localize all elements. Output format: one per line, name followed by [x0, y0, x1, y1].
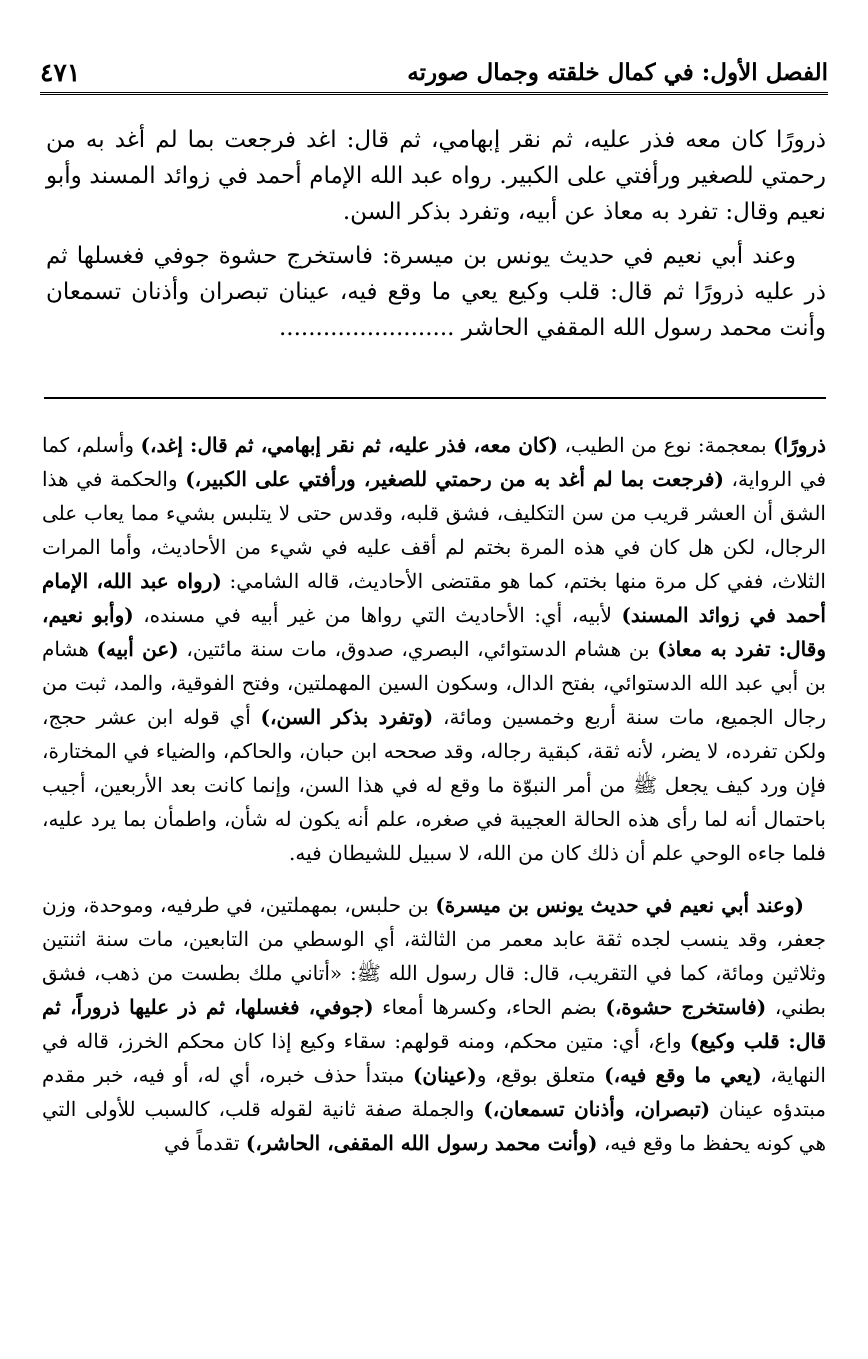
- main-text: [46, 122, 826, 354]
- commentary-text: تقدماً في: [163, 1131, 246, 1155]
- commentary-text: هشام بن أبي عبد الله الدستوائي، بفتح الدال، وسكون السين المهملتين، وفتح الفوقية، والمد، ثبت من رجال الجميع، مات سنة أربع وخمسين ومائة،: [42, 637, 826, 729]
- main-text-paragraph-1: ذرورًا كان معه فذر عليه، ثم نقر إبهامي، ثم قال: اغد فرجعت بما لم أغد به من رحمتي للصغير ورأفتي على الكبير. رواه عبد الله الإمام أحمد في زوائد المسند وأبو نعيم وقال: تفرد به معاذ عن أبيه، وتفرد بذكر السن.: [46, 127, 826, 225]
- quoted-phrase: (تبصران، وأذنان تسمعان،): [483, 1097, 711, 1121]
- commentary-text: بضم الحاء، وكسرها أمعاء: [373, 995, 606, 1019]
- commentary-text: بن حلبس، بمهملتين، في طرفيه، وموحدة، وزن جعفر، وقد ينسب لجده ثقة عابد معمر من الثالثة، أي الوسطي من التابعين، مات سنة اثنتين وثلاثين ومائة، كما في التقريب، قال: قال رسول الله ﷺ: «أتاني ملك بطست من ذهب، فشق بطني،: [42, 893, 826, 1019]
- quoted-phrase: (وأبو نعيم، وقال: تفرد به معاذ): [42, 603, 826, 661]
- page-header: [40, 52, 828, 95]
- commentary-text: وأسلم، كما في الرواية،: [42, 433, 827, 491]
- commentary-text: مبتدأ حذف خبره، أي له، أو فيه، خبر مقدم مبتدؤه عينان: [42, 1063, 827, 1121]
- commentary-text: واع، أي: متين محكم، ومنه قولهم: سقاء وكيع إذا كان محكم الخرز، قاله في النهاية،: [42, 1029, 826, 1087]
- commentary-text: بمعجمة: نوع من الطيب،: [557, 433, 774, 457]
- footnote-divider: [44, 397, 826, 399]
- commentary-text: متعلق بوقع، و: [476, 1063, 605, 1087]
- commentary-text: لأبيه، أي: الأحاديث التي رواها من غير أبيه في مسنده،: [133, 603, 622, 627]
- quoted-phrase: (فرجعت بما لم أغد به من رحمتي للصغير، ورأفتي على الكبير،): [185, 467, 724, 491]
- quoted-phrase: (كان معه، فذر عليه، ثم نقر إبهامي، ثم قال: إغد،): [140, 433, 558, 457]
- commentary-text: أي قوله ابن عشر حجج، ولكن تفرده، لا يضر، لأنه ثقة، كبقية رجاله، وقد صححه ابن حبان، والحاكم، والضياء في المختارة، فإن ورد كيف يجعل ﷺ من أمر النبوّة ما وقع له في هذا السن، وإنما كانت بعد الأربعين، أجيب باحتمال أنه لما رأى هذه الحالة العجيبة في صغره، علم أنه يكون له شأن، واطمأن بما يرد عليه، فلما جاءه الوحي علم أن ذلك كان من الله، لا سبيل للشيطان فيه.: [42, 705, 826, 865]
- quoted-phrase: (عينان): [412, 1063, 477, 1087]
- quoted-phrase: (فاستخرج حشوة،): [605, 995, 767, 1019]
- quoted-phrase: (جوفي، فغسلها، ثم ذر عليها ذروراً، ثم قال: قلب وكيع): [42, 995, 826, 1053]
- quoted-phrase: (يعي ما وقع فيه،): [604, 1063, 762, 1087]
- commentary: [42, 428, 826, 1178]
- chapter-title: الفصل الأول: في كمال خلقته وجمال صورته: [407, 58, 828, 86]
- commentary-text: والحكمة في هذا الشق أن العشر قريب من سن التكليف، فشق قلبه، وقدس حتى لا يتلبس بشيء مما يعاب على الرجال، لكن هل كان في هذه المرة بختم لم أقف عليه في شيء من الأحاديث، وأما المرات الثلاث، ففي كل مرة منها بختم، كما هو مقتضى الأحاديث، قاله الشامي:: [42, 467, 826, 593]
- quoted-phrase: (عن أبيه): [96, 637, 179, 661]
- page-number: ٤٧١: [40, 57, 81, 87]
- commentary-paragraph-2: [42, 888, 826, 1160]
- quoted-phrase: (وأنت محمد رسول الله المقفى، الحاشر،): [245, 1131, 598, 1155]
- quoted-phrase: (وعند أبي نعيم في حديث يونس بن ميسرة): [435, 893, 804, 917]
- quoted-phrase: (وتفرد بذكر السن،): [260, 705, 434, 729]
- main-text-paragraph-2: وعند أبي نعيم في حديث يونس بن ميسرة: فاستخرج حشوة جوفي فغسلها ثم ذر عليه ذرورًا ثم قال: قلب وكيع يعي ما وقع فيه، عينان تبصران وأذنان تسمعان وأنت محمد رسول الله المقفي الحاشر ........................: [46, 243, 826, 341]
- commentary-paragraph-1: [42, 428, 826, 870]
- quoted-phrase: (رواه عبد الله، الإمام أحمد في زوائد المسند): [42, 569, 826, 627]
- commentary-text: بن هشام الدستوائي، البصري، صدوق، مات سنة مائتين،: [178, 637, 658, 661]
- quoted-phrase: ذرورًا): [773, 433, 827, 457]
- commentary-text: والجملة صفة ثانية لقوله قلب، كالسبب للأولى التي هي كونه يحفظ ما وقع فيه،: [42, 1097, 826, 1155]
